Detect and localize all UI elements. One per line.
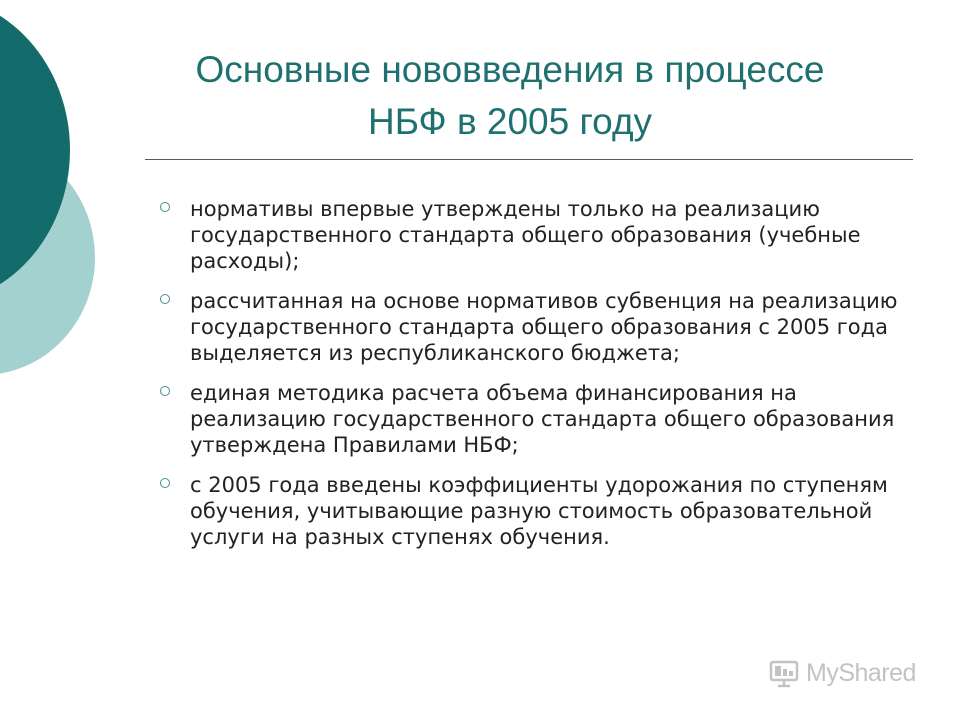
watermark-text: MyShared (806, 658, 916, 687)
circle-bullet-icon (160, 202, 170, 212)
bullet-text: с 2005 года введены коэффициенты удорожания по ступеням обучения, учитывающие разную стоимость образовательной услуги на разных ступенях обучения. (190, 473, 888, 549)
bullet-text: единая методика расчета объема финансирования на реализацию государственного стандарта общего образования утверждена Правилами НБФ; (190, 381, 895, 457)
bullet-text: рассчитанная на основе нормативов субвенция на реализацию государственного стандарта общего образования с 2005 года выделяется из республиканского бюджета; (190, 289, 898, 365)
bullet-item (155, 196, 905, 274)
slide-title (140, 44, 880, 148)
bullet-item (155, 380, 905, 458)
presentation-screen-icon (768, 657, 800, 689)
bullet-list (155, 196, 905, 564)
circle-bullet-icon (160, 386, 170, 396)
bullet-item (155, 472, 905, 550)
bullet-item (155, 288, 905, 366)
circle-bullet-icon (160, 478, 170, 488)
title-divider (145, 159, 913, 160)
bullet-text: нормативы впервые утверждены только на реализацию государственного стандарта общего образования (учебные расходы); (190, 197, 861, 273)
title-line-1: Основные нововведения в процессе (195, 49, 825, 90)
circle-bullet-icon (160, 294, 170, 304)
title-line-2: НБФ в 2005 году (367, 101, 653, 142)
myshared-watermark (768, 655, 916, 691)
